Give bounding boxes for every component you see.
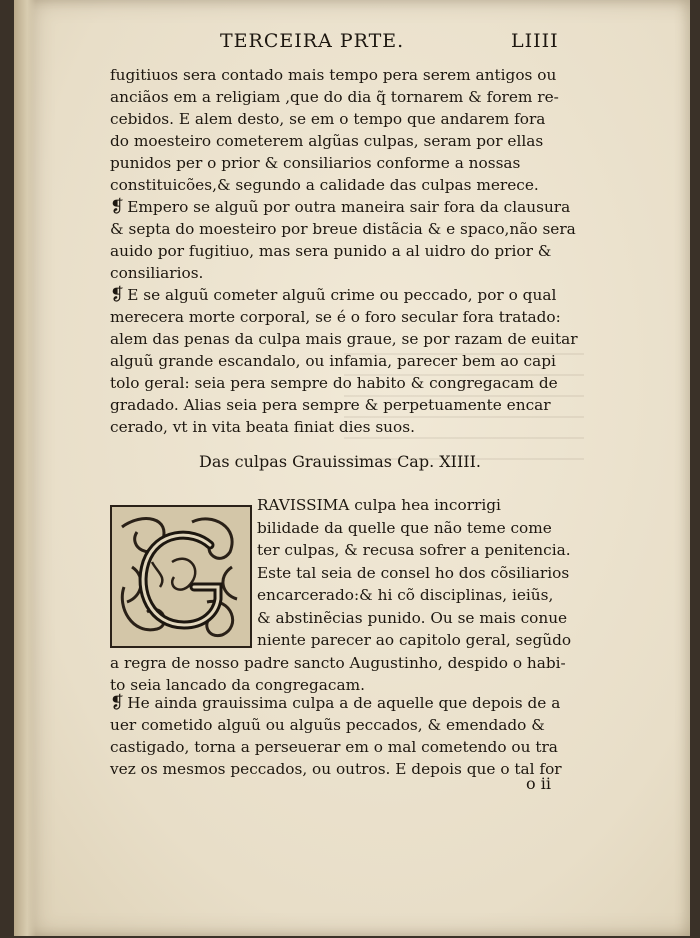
paragraph-final (110, 692, 570, 780)
text-line: ❡ He ainda grauissima culpa a de aquelle que depois de a (110, 693, 561, 713)
text-line: uer cometido alguũ ou alguũs peccados, & emendado & (110, 716, 545, 734)
pilcrow-mark: ❡ (110, 285, 125, 305)
text-line: & septa do moesteiro por breue distãcia & e spaco,não sera (110, 220, 576, 238)
signature-mark: o ii (526, 774, 551, 793)
paragraph-3 (110, 284, 578, 438)
text-line: & abstinẽcias punido. Ou se mais conue (257, 608, 568, 627)
text-line: tolo geral: seia pera sempre do habito & congregacam de (110, 374, 558, 392)
running-head: TERCEIRA PRTE. (220, 30, 405, 52)
chapter-heading: Das culpas Grauissimas Cap. XIIII. (199, 452, 482, 471)
text-line: fugitiuos sera contado mais tempo pera serem antigos ou (110, 66, 557, 84)
book-page (14, 0, 690, 936)
text-line: castigado, torna a perseuerar em o mal cometendo ou tra (110, 738, 558, 756)
text-line: bilidade da quelle que não teme come (257, 518, 552, 537)
text-line: vez os mesmos peccados, ou outros. E depois que o tal for (110, 760, 562, 778)
paragraph-1 (110, 64, 570, 196)
paragraph-2 (110, 196, 576, 284)
text-line: niente parecer ao capitolo geral, segũdo (257, 631, 572, 649)
chapter-continuation (110, 652, 570, 696)
pilcrow-mark: ❡ (110, 693, 125, 713)
text-line: consiliarios. (110, 264, 204, 282)
text-line: ❡ Empero se alguũ por outra maneira sair fora da clausura (110, 197, 571, 217)
text-line: anciãos em a religiam ,que do dia q̃ tornarem & forem re- (110, 88, 559, 106)
text-line: auido por fugitiuo, mas sera punido a al uidro do prior & (110, 242, 552, 260)
text-line: alguũ grande escandalo, ou infamia, parecer bem ao capi (110, 352, 556, 370)
text-line: merecera morte corporal, se é o foro secular fora tratado: (110, 308, 561, 326)
text-line: cerado, vt in vita beata finiat dies suos. (110, 418, 415, 436)
initial-side-text (257, 494, 577, 652)
decorated-initial-g-icon (110, 505, 252, 648)
text-line: RAVISSIMA culpa hea incorrigi (257, 496, 501, 514)
text-line: punidos per o prior & consiliarios conforme a nossas (110, 154, 521, 172)
page-gutter-shadow (14, 0, 36, 936)
text-line: cebidos. E alem desto, se em o tempo que andarem fora (110, 110, 546, 128)
folio-number: LIIII (511, 30, 559, 52)
text-line: a regra de nosso padre sancto Augustinho, despido o habi- (110, 654, 566, 672)
text-line: constituicões,& segundo a calidade das culpas merece. (110, 176, 539, 194)
text-line: encarcerado:& hi cõ disciplinas, ieiũs, (257, 586, 554, 604)
text-line: gradado. Alias seia pera sempre & perpetuamente encar (110, 396, 551, 414)
text-line: to seia lancado da congregacam. (110, 676, 365, 694)
text-line: Este tal seia de consel ho dos cõsiliarios (257, 563, 570, 582)
text-line: ❡ E se alguũ cometer alguũ crime ou peccado, por o qual (110, 285, 557, 305)
pilcrow-mark: ❡ (110, 197, 125, 217)
text-line: do moesteiro cometerem algũas culpas, seram por ellas (110, 132, 544, 150)
text-line: ter culpas, & recusa sofrer a penitencia. (257, 541, 571, 559)
text-line: alem das penas da culpa mais graue, se por razam de euitar (110, 330, 578, 348)
